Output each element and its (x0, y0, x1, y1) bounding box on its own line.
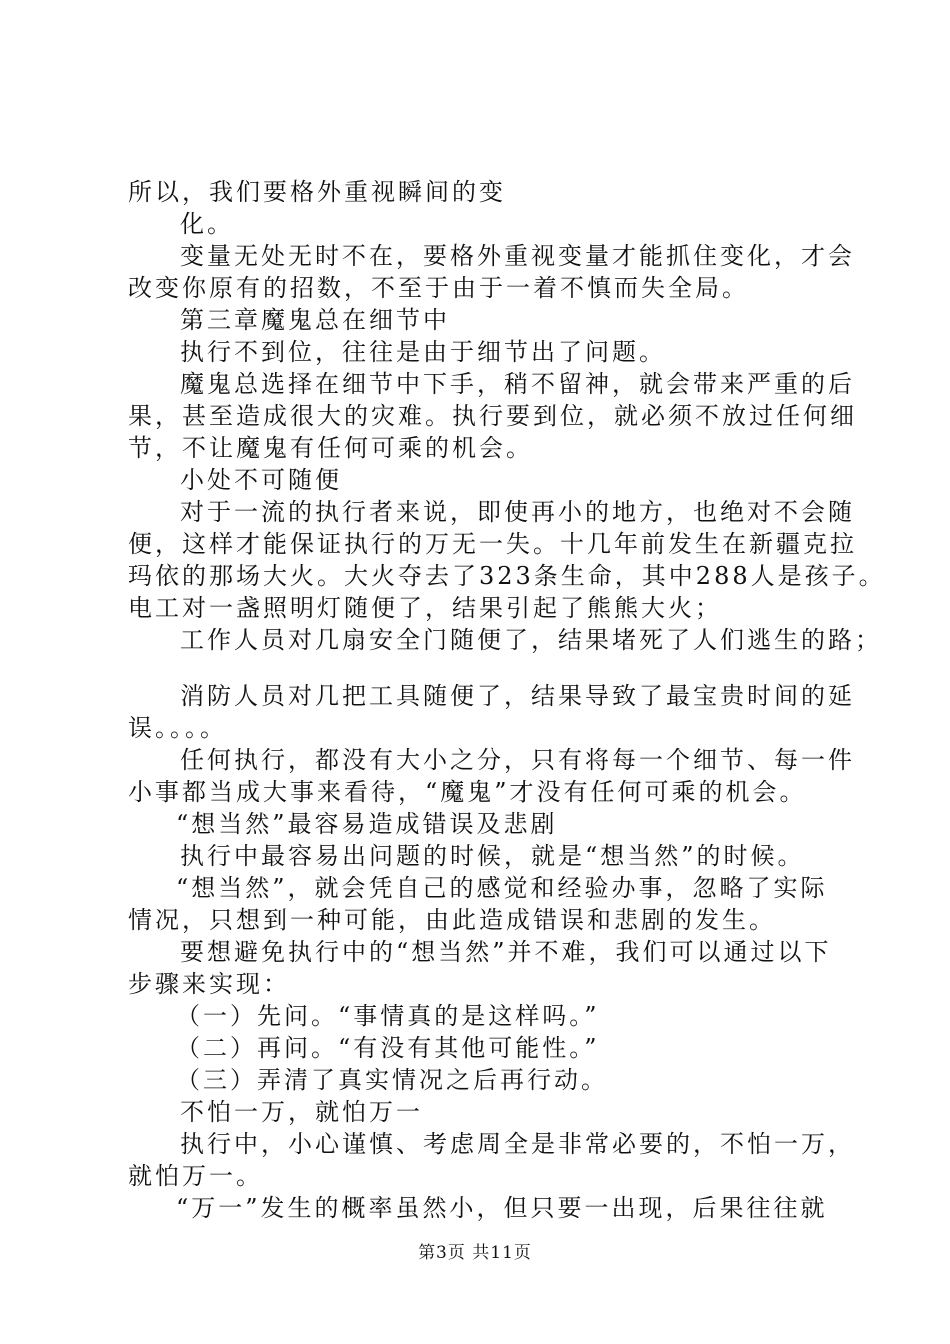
list-item: （一）先问。“事情真的是这样吗。” (176, 1002, 600, 1030)
section-heading: 不怕一万，就怕万一 (180, 1098, 423, 1126)
text-line: 便，这样才能保证执行的万无一失。十几年前发生在新疆克拉 (128, 530, 857, 558)
text-line: 玛依的那场大火。大火夺去了323条生命，其中288人是孩子。 (128, 562, 886, 590)
text-line: 情况，只想到一种可能，由此造成错误和悲剧的发生。 (128, 906, 776, 934)
text-line: 误。。。。 (128, 714, 227, 742)
text-line: 小事都当成大事来看待，“魔鬼”才没有任何可乘的机会。 (128, 778, 807, 806)
text-line: 就怕万一。 (128, 1162, 263, 1190)
text-line: 执行中，小心谨慎、考虑周全是非常必要的，不怕一万， (180, 1130, 855, 1158)
section-heading: “想当然”最容易造成错误及悲剧 (176, 810, 558, 838)
section-heading: 小处不可随便 (180, 466, 342, 494)
text-line: 改变你原有的招数，不至于由于一着不慎而失全局。 (128, 274, 749, 302)
text-line: 步骤来实现： (128, 970, 290, 998)
chapter-heading: 第三章魔鬼总在细节中 (180, 306, 450, 334)
text-line: 果，甚至造成很大的灾难。执行要到位，就必须不放过任何细 (128, 402, 857, 430)
text-line: 化。 (180, 210, 234, 238)
text-line: “万一”发生的概率虽然小，但只要一出现，后果往往就 (176, 1194, 828, 1222)
text-line: “想当然”，就会凭自己的感觉和经验办事，忽略了实际 (176, 874, 828, 902)
text-line: 所以，我们要格外重视瞬间的变 (128, 178, 506, 206)
page-number-footer: 第3页 共11页 (418, 1243, 532, 1263)
text-line: 电工对一盏照明灯随便了，结果引起了熊熊大火； (128, 594, 722, 622)
list-item: （三）弄清了真实情况之后再行动。 (176, 1066, 608, 1094)
text-line: 消防人员对几把工具随便了，结果导致了最宝贵时间的延 (180, 682, 855, 710)
list-item: （二）再问。“有没有其他可能性。” (176, 1034, 600, 1062)
text-line: 工作人员对几扇安全门随便了，结果堵死了人们逃生的路； (180, 626, 882, 654)
text-line: 任何执行，都没有大小之分，只有将每一个细节、每一件 (180, 746, 855, 774)
text-line: 节，不让魔鬼有任何可乘的机会。 (128, 434, 533, 462)
text-line: 变量无处无时不在，要格外重视变量才能抓住变化，才会 (180, 242, 855, 270)
text-line: 对于一流的执行者来说，即使再小的地方，也绝对不会随 (180, 498, 855, 526)
text-line: 执行中最容易出问题的时候，就是“想当然”的时候。 (180, 842, 805, 870)
text-line: 执行不到位，往往是由于细节出了问题。 (180, 338, 666, 366)
text-line: 要想避免执行中的“想当然”并不难，我们可以通过以下 (180, 938, 832, 966)
text-line: 魔鬼总选择在细节中下手，稍不留神，就会带来严重的后 (180, 370, 855, 398)
